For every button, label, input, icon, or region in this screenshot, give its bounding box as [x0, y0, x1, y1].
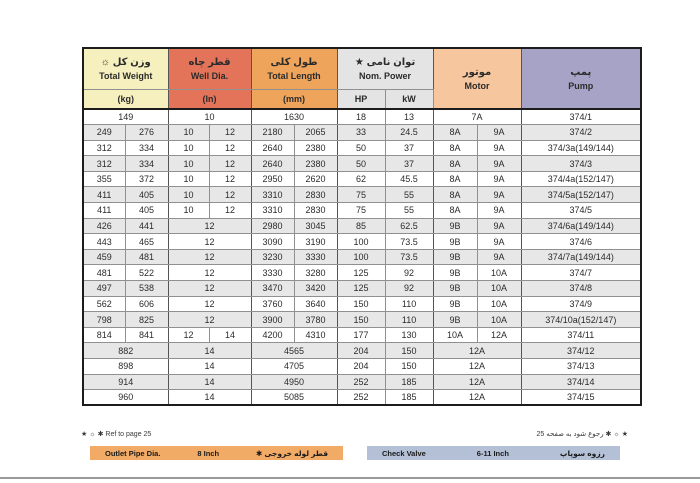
table-cell: 85: [337, 218, 385, 234]
table-cell: 2620: [294, 171, 337, 187]
table-cell: 12: [168, 218, 251, 234]
motor-label-fa: موتور: [462, 66, 492, 78]
total-weight-label-fa: وزن کل ☼: [100, 56, 151, 68]
well-dia-label-fa: قطر چاه: [188, 56, 231, 68]
table-row: [83, 218, 641, 234]
table-cell: 9A: [477, 234, 521, 250]
table-cell: 18: [337, 109, 385, 125]
unit-mm: (mm): [251, 89, 337, 109]
table-cell: 110: [385, 296, 433, 312]
table-cell: 841: [125, 327, 168, 343]
table-cell: 249: [83, 125, 125, 141]
total-weight-label-en: Total Weight: [99, 70, 153, 81]
outlet-pipe-label-fa: قطر لوله خروجی ✱: [255, 448, 328, 458]
table-cell: 12A: [433, 390, 521, 406]
table-cell: 9A: [477, 203, 521, 219]
table-cell: 9A: [477, 125, 521, 141]
table-cell: 443: [83, 234, 125, 250]
table-cell: 914: [83, 374, 168, 390]
table-cell: 9A: [477, 140, 521, 156]
table-cell: 4950: [251, 374, 337, 390]
check-valve-bar: [367, 446, 620, 460]
table-cell: 2980: [251, 218, 294, 234]
nom-power-label-fa: توان نامی ★: [354, 56, 416, 68]
nom-power-label-en: Nom. Power: [359, 70, 412, 81]
table-cell: 481: [125, 249, 168, 265]
table-cell: 252: [337, 374, 385, 390]
outlet-pipe-bar: [90, 446, 343, 460]
col-header-well-dia: [168, 48, 251, 89]
table-cell: 12: [168, 327, 209, 343]
pump-label-en: Pump: [568, 80, 594, 91]
motor-label-en: Motor: [464, 80, 490, 91]
table-cell: 12: [168, 312, 251, 328]
table-body: [83, 109, 641, 405]
table-cell: 33: [337, 125, 385, 141]
table-cell: 14: [168, 343, 251, 359]
table-cell: 4310: [294, 327, 337, 343]
table-cell: 441: [125, 218, 168, 234]
table-cell: 3310: [251, 187, 294, 203]
table-row: [83, 312, 641, 328]
table-cell: 75: [337, 187, 385, 203]
table-cell: 10A: [477, 312, 521, 328]
pump-label-fa: پمپ: [570, 66, 592, 78]
table-cell: 459: [83, 249, 125, 265]
table-cell: 9B: [433, 218, 477, 234]
table-cell: 9B: [433, 312, 477, 328]
table-cell: 92: [385, 281, 433, 297]
table-cell: 7A: [433, 109, 521, 125]
table-cell: 37: [385, 140, 433, 156]
table-cell: 374/6: [521, 234, 641, 250]
footnote-right: ★ ☼ ✱ رجوع شود به صفحه 25: [536, 431, 628, 438]
table-cell: 10A: [477, 296, 521, 312]
table-cell: 9A: [477, 218, 521, 234]
table-cell: 8A: [433, 140, 477, 156]
table-cell: 374/4a(152/147): [521, 171, 641, 187]
unit-kg: (kg): [83, 89, 168, 109]
table-cell: 10: [168, 125, 209, 141]
well-dia-label-en: Well Dia.: [190, 70, 229, 81]
unit-inch: (In): [168, 89, 251, 109]
table-cell: 9B: [433, 281, 477, 297]
table-row: [83, 327, 641, 343]
table-cell: 3780: [294, 312, 337, 328]
table-cell: 2950: [251, 171, 294, 187]
table-cell: 50: [337, 156, 385, 172]
table-row: [83, 109, 641, 125]
table-cell: 355: [83, 171, 125, 187]
table-cell: 8A: [433, 171, 477, 187]
footnote-left: ★ ☼ ✱ Ref to page 25: [81, 431, 152, 438]
table-row: [83, 281, 641, 297]
col-header-motor: [433, 48, 521, 109]
table-cell: 9A: [477, 249, 521, 265]
table-cell: 10A: [477, 265, 521, 281]
table-cell: 3900: [251, 312, 294, 328]
table-cell: 276: [125, 125, 168, 141]
table-cell: 522: [125, 265, 168, 281]
table-cell: 150: [385, 359, 433, 375]
check-valve-label-en: Check Valve: [382, 448, 426, 458]
table-cell: 8A: [433, 187, 477, 203]
table-cell: 374/10a(152/147): [521, 312, 641, 328]
table-cell: 45.5: [385, 171, 433, 187]
table-cell: 374/12: [521, 343, 641, 359]
table-cell: 10: [168, 140, 209, 156]
table-row: [83, 343, 641, 359]
table-cell: 374/13: [521, 359, 641, 375]
table-cell: 411: [83, 187, 125, 203]
table-cell: 374/2: [521, 125, 641, 141]
table-cell: 606: [125, 296, 168, 312]
table-row: [83, 359, 641, 375]
table-row: [83, 125, 641, 141]
table-cell: 177: [337, 327, 385, 343]
table-cell: 100: [337, 234, 385, 250]
table-cell: 4200: [251, 327, 294, 343]
table-cell: 24.5: [385, 125, 433, 141]
table-row: [83, 265, 641, 281]
table-cell: 185: [385, 374, 433, 390]
pump-spec-table: [82, 47, 642, 406]
table-cell: 125: [337, 281, 385, 297]
table-cell: 465: [125, 234, 168, 250]
table-cell: 75: [337, 203, 385, 219]
table-cell: 374/7: [521, 265, 641, 281]
table-cell: 3330: [294, 249, 337, 265]
table-cell: 14: [209, 327, 251, 343]
table-cell: 3090: [251, 234, 294, 250]
table-cell: 411: [83, 203, 125, 219]
table-cell: 12: [168, 281, 251, 297]
table-cell: 10: [168, 171, 209, 187]
table-cell: 10: [168, 187, 209, 203]
table-cell: 14: [168, 359, 251, 375]
table-cell: 3420: [294, 281, 337, 297]
table-cell: 562: [83, 296, 125, 312]
table-cell: 312: [83, 140, 125, 156]
table-cell: 185: [385, 390, 433, 406]
table-cell: 150: [385, 343, 433, 359]
table-cell: 2065: [294, 125, 337, 141]
table-row: [83, 156, 641, 172]
table-cell: 12: [209, 187, 251, 203]
table-cell: 62: [337, 171, 385, 187]
table-cell: 110: [385, 312, 433, 328]
table-cell: 405: [125, 187, 168, 203]
table-cell: 37: [385, 156, 433, 172]
unit-hp: HP: [337, 89, 385, 109]
table-cell: 426: [83, 218, 125, 234]
table-cell: 204: [337, 359, 385, 375]
table-cell: 10: [168, 203, 209, 219]
table-cell: 12: [209, 140, 251, 156]
table-cell: 372: [125, 171, 168, 187]
table-cell: 252: [337, 390, 385, 406]
table-cell: 9A: [477, 171, 521, 187]
table-cell: 312: [83, 156, 125, 172]
table-cell: 14: [168, 374, 251, 390]
table-cell: 3470: [251, 281, 294, 297]
table-cell: 12: [168, 265, 251, 281]
table-cell: 2640: [251, 140, 294, 156]
table-cell: 9B: [433, 249, 477, 265]
table-cell: 497: [83, 281, 125, 297]
table-row: [83, 203, 641, 219]
page-bottom-divider: [0, 477, 700, 479]
table-cell: 334: [125, 156, 168, 172]
table-row: [83, 140, 641, 156]
table-cell: 374/3a(149/144): [521, 140, 641, 156]
table-cell: 10A: [477, 281, 521, 297]
table-row: [83, 374, 641, 390]
table-cell: 374/15: [521, 390, 641, 406]
table-cell: 10A: [433, 327, 477, 343]
table-cell: 125: [337, 265, 385, 281]
table-cell: 374/5: [521, 203, 641, 219]
table-cell: 334: [125, 140, 168, 156]
total-length-label-en: Total Length: [267, 70, 321, 81]
outlet-pipe-value: 8 Inch: [197, 448, 220, 458]
table-cell: 5085: [251, 390, 337, 406]
check-valve-label-fa: رزوه سوپاپ: [559, 448, 605, 458]
table-row: [83, 249, 641, 265]
table-cell: 2830: [294, 187, 337, 203]
table-cell: 12: [168, 249, 251, 265]
table-cell: 3330: [251, 265, 294, 281]
table-cell: 204: [337, 343, 385, 359]
table-cell: 150: [337, 312, 385, 328]
table-cell: 12A: [477, 327, 521, 343]
table-cell: 3760: [251, 296, 294, 312]
table-cell: 9A: [477, 187, 521, 203]
col-header-total-length: [251, 48, 337, 89]
total-length-label-fa: طول کلی: [270, 56, 318, 68]
table-cell: 2380: [294, 140, 337, 156]
col-header-total-weight: [83, 48, 168, 89]
unit-kw: kW: [385, 89, 433, 109]
table-row: [83, 187, 641, 203]
table-cell: 62.5: [385, 218, 433, 234]
table-cell: 481: [83, 265, 125, 281]
table-cell: 374/5a(152/147): [521, 187, 641, 203]
table-cell: 50: [337, 140, 385, 156]
table-cell: 405: [125, 203, 168, 219]
table-cell: 374/6a(149/144): [521, 218, 641, 234]
table-cell: 12A: [433, 374, 521, 390]
table-cell: 14: [168, 390, 251, 406]
table-cell: 960: [83, 390, 168, 406]
table-cell: 12: [209, 203, 251, 219]
table-cell: 374/14: [521, 374, 641, 390]
outlet-pipe-label-en: Outlet Pipe Dia.: [105, 448, 161, 458]
table-cell: 12: [209, 171, 251, 187]
table-cell: 13: [385, 109, 433, 125]
table-cell: 814: [83, 327, 125, 343]
table-cell: 9A: [477, 156, 521, 172]
table-cell: 149: [83, 109, 168, 125]
table-cell: 12: [209, 156, 251, 172]
table-cell: 2640: [251, 156, 294, 172]
table-cell: 8A: [433, 125, 477, 141]
table-cell: 3230: [251, 249, 294, 265]
table-cell: 825: [125, 312, 168, 328]
table-cell: 3640: [294, 296, 337, 312]
table-cell: 798: [83, 312, 125, 328]
table-cell: 898: [83, 359, 168, 375]
table-cell: 8A: [433, 203, 477, 219]
table-row: [83, 390, 641, 406]
table-cell: 150: [337, 296, 385, 312]
col-header-nom-power: [337, 48, 433, 89]
table-cell: 3310: [251, 203, 294, 219]
table-cell: 10: [168, 156, 209, 172]
table-cell: 538: [125, 281, 168, 297]
table-row: [83, 296, 641, 312]
col-header-pump: [521, 48, 641, 109]
table-cell: 374/3: [521, 156, 641, 172]
table-cell: 9B: [433, 265, 477, 281]
table-cell: 3280: [294, 265, 337, 281]
table-cell: 4565: [251, 343, 337, 359]
table-cell: 9B: [433, 234, 477, 250]
table-cell: 1630: [251, 109, 337, 125]
table-cell: 12: [209, 125, 251, 141]
table-cell: 73.5: [385, 249, 433, 265]
table-cell: 12A: [433, 343, 521, 359]
table-cell: 130: [385, 327, 433, 343]
table-cell: 10: [168, 109, 251, 125]
table-cell: 92: [385, 265, 433, 281]
table-cell: 55: [385, 203, 433, 219]
check-valve-value: 6-11 Inch: [476, 448, 509, 458]
table-cell: 4705: [251, 359, 337, 375]
table-cell: 2180: [251, 125, 294, 141]
table-row: [83, 171, 641, 187]
table-cell: 8A: [433, 156, 477, 172]
table-header: [83, 48, 641, 109]
table-cell: 9B: [433, 296, 477, 312]
table-cell: 12: [168, 234, 251, 250]
table-row: [83, 234, 641, 250]
table-cell: 55: [385, 187, 433, 203]
header-title-row: [83, 48, 641, 89]
table-cell: 882: [83, 343, 168, 359]
table-cell: 12A: [433, 359, 521, 375]
table-cell: 374/1: [521, 109, 641, 125]
table-cell: 2380: [294, 156, 337, 172]
table-cell: 12: [168, 296, 251, 312]
table-cell: 3190: [294, 234, 337, 250]
table-cell: 2830: [294, 203, 337, 219]
table-cell: 100: [337, 249, 385, 265]
table-cell: 374/8: [521, 281, 641, 297]
table-cell: 374/7a(149/144): [521, 249, 641, 265]
table-cell: 374/9: [521, 296, 641, 312]
table-cell: 3045: [294, 218, 337, 234]
table-cell: 73.5: [385, 234, 433, 250]
table-cell: 374/11: [521, 327, 641, 343]
